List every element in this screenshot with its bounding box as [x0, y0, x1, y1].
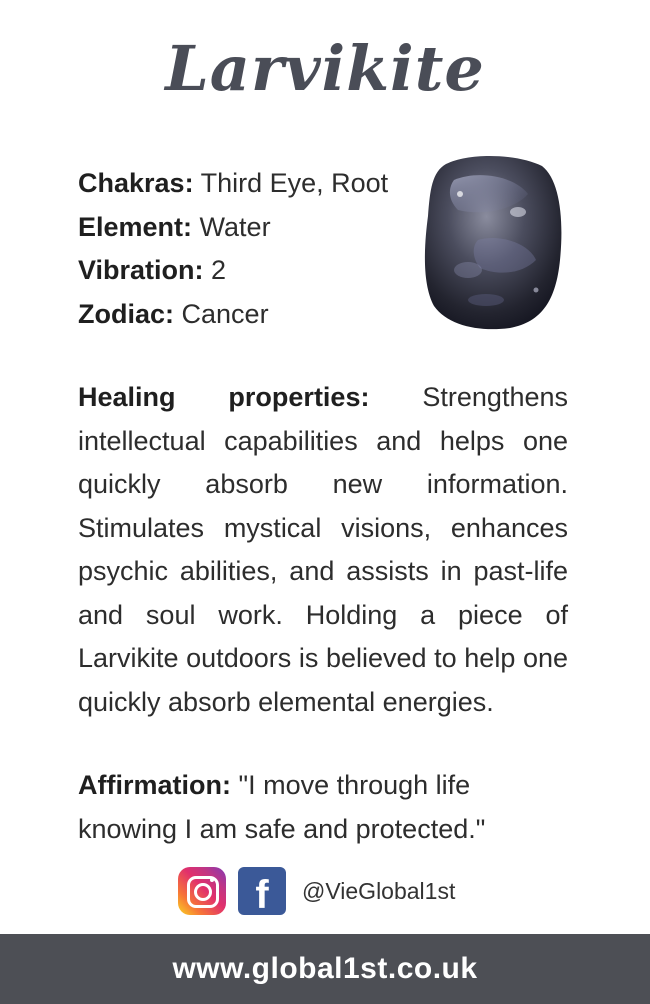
page-title: Larvikite	[165, 32, 485, 105]
property-value: Cancer	[181, 298, 269, 329]
affirmation-label: Affirmation:	[78, 770, 231, 800]
healing-properties	[78, 376, 568, 724]
instagram-icon-dot	[210, 878, 214, 882]
property-value: Water	[199, 211, 271, 242]
affirmation-line-2: knowing I am safe and protected."	[78, 813, 486, 844]
instagram-icon-lens	[194, 883, 212, 901]
property-vibration	[78, 249, 408, 293]
affirmation	[78, 764, 568, 851]
property-zodiac	[78, 293, 408, 337]
larvikite-stone-image	[418, 150, 566, 332]
property-label: Vibration:	[78, 255, 204, 285]
property-value: 2	[211, 255, 227, 285]
properties-list	[78, 162, 408, 336]
social-handle[interactable]: @VieGlobal1st	[302, 877, 456, 904]
property-value: Third Eye, Root	[200, 168, 389, 198]
footer-bar	[0, 934, 650, 1004]
property-label: Chakras:	[78, 168, 194, 198]
instagram-icon[interactable]	[178, 867, 226, 915]
property-label: Zodiac:	[78, 298, 175, 329]
website-link[interactable]: www.global1st.co.uk	[172, 952, 478, 985]
property-element	[78, 206, 408, 250]
social-links	[178, 866, 455, 916]
facebook-icon[interactable]	[238, 867, 286, 915]
property-chakras	[78, 162, 408, 206]
property-label: Element:	[78, 211, 193, 242]
healing-text: Strengthens intellectual capabilities and helps one quickly absorb new information. Stimulates mystical visions, enhances psychic abilities, and assists in past-life and soul work. Holding a piece of Larvikite outdoors is believed to help one quickly absorb elemental energies.	[78, 382, 568, 717]
healing-label: Healing properties:	[78, 382, 370, 412]
affirmation-line-1: "I move through life	[238, 770, 471, 800]
facebook-icon-glyph: f	[255, 873, 269, 915]
